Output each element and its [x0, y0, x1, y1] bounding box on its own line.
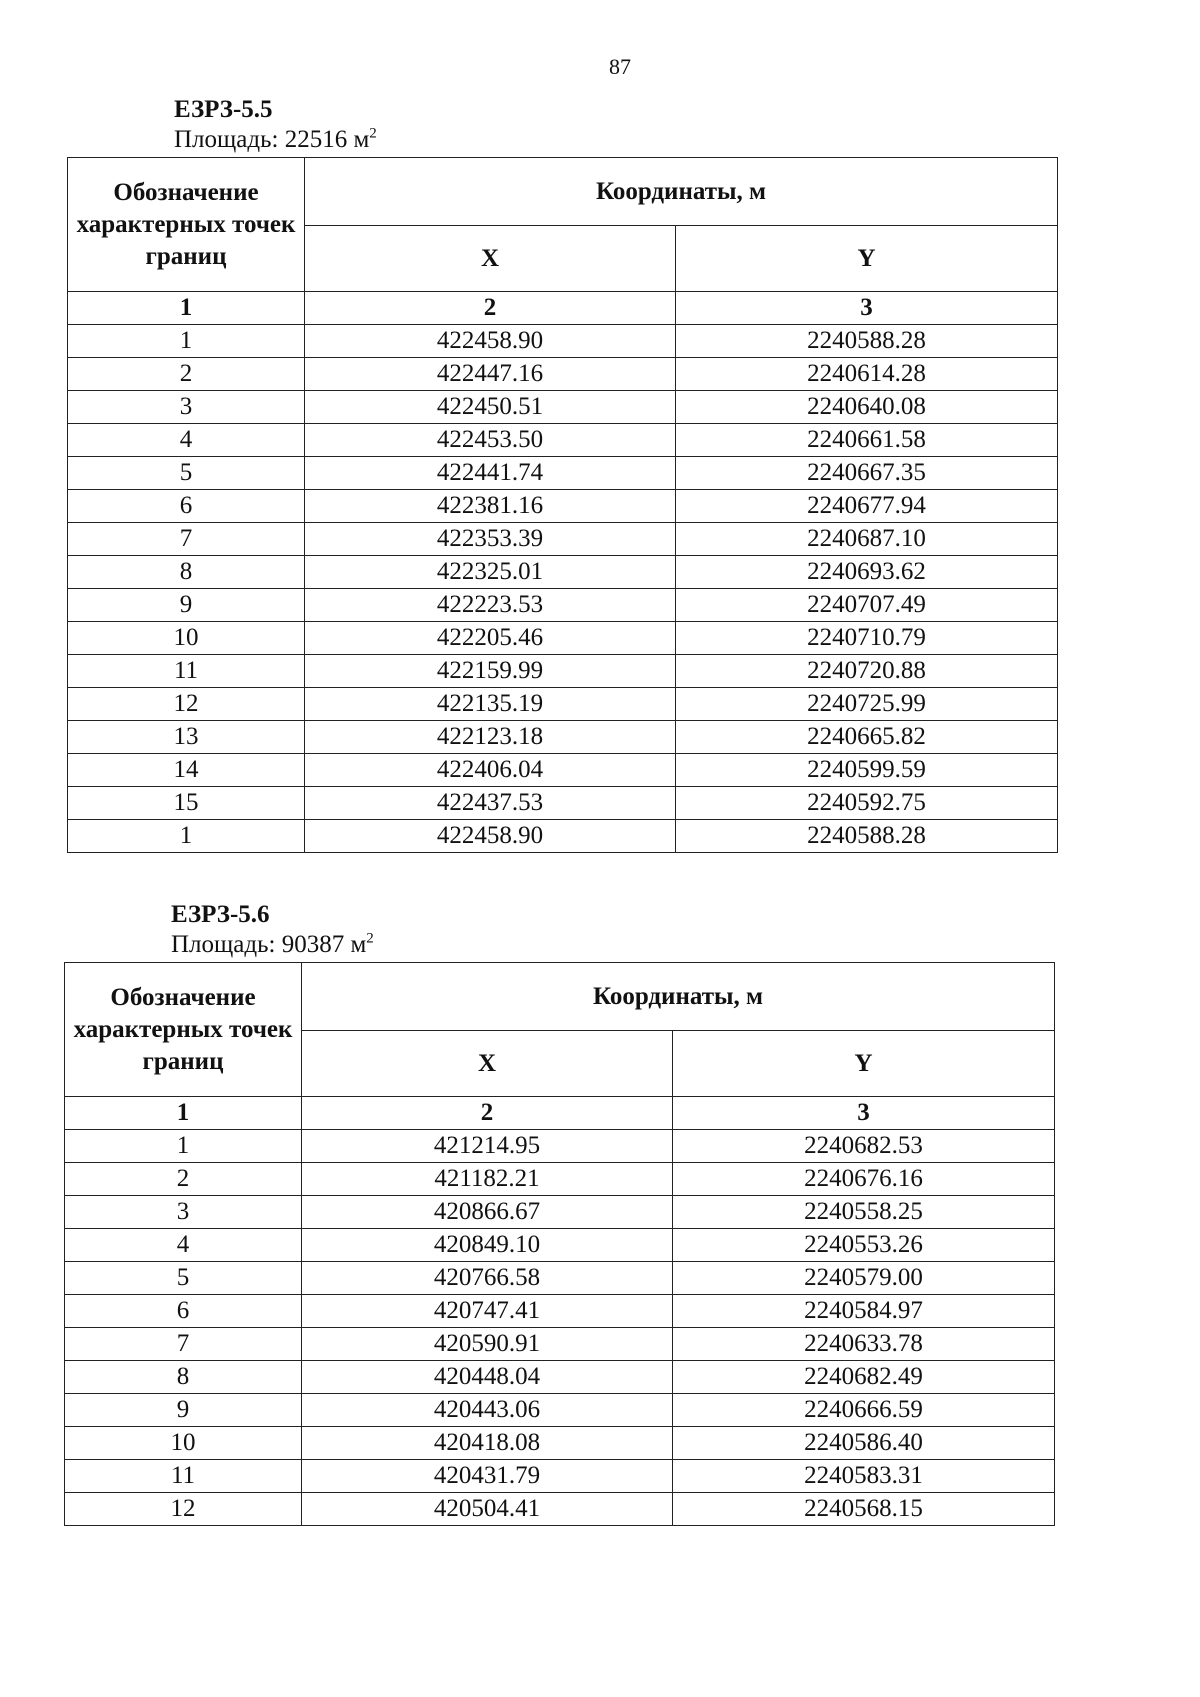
- table-row: [68, 754, 1058, 787]
- page-number: 87: [609, 54, 631, 79]
- x-coordinate-cell: 422205.46: [305, 622, 676, 655]
- x-coordinate-cell: 420443.06: [302, 1394, 673, 1427]
- point-number-cell: 2: [65, 1163, 302, 1196]
- table-row: [68, 457, 1058, 490]
- point-number-cell: 14: [68, 754, 305, 787]
- point-number-cell: 1: [65, 1130, 302, 1163]
- table-row: [68, 325, 1058, 358]
- y-header: Y: [676, 226, 1058, 292]
- point-number-cell: 9: [65, 1394, 302, 1427]
- x-coordinate-cell: 420504.41: [302, 1493, 673, 1526]
- table-row: [65, 1229, 1055, 1262]
- y-coordinate-cell: 2240599.59: [676, 754, 1058, 787]
- y-coordinate-cell: 2240640.08: [676, 391, 1058, 424]
- point-number-cell: 7: [65, 1328, 302, 1361]
- point-number-cell: 6: [65, 1295, 302, 1328]
- x-coordinate-cell: 422123.18: [305, 721, 676, 754]
- x-header: X: [302, 1031, 673, 1097]
- table-row: [65, 1130, 1055, 1163]
- y-coordinate-cell: 2240579.00: [673, 1262, 1055, 1295]
- point-number-cell: 9: [68, 589, 305, 622]
- table-row: [68, 787, 1058, 820]
- point-number-cell: 5: [65, 1262, 302, 1295]
- x-coordinate-cell: 422325.01: [305, 556, 676, 589]
- coordinates-table: [64, 962, 1055, 1526]
- x-coordinate-cell: 420448.04: [302, 1361, 673, 1394]
- y-coordinate-cell: 2240583.31: [673, 1460, 1055, 1493]
- table-row: [65, 1460, 1055, 1493]
- area-line: [174, 125, 1058, 155]
- y-coordinate-cell: 2240676.16: [673, 1163, 1055, 1196]
- area-label: Площадь: 22516 м: [174, 126, 370, 153]
- x-coordinate-cell: 420418.08: [302, 1427, 673, 1460]
- x-coordinate-cell: 422353.39: [305, 523, 676, 556]
- x-coordinate-cell: 422135.19: [305, 688, 676, 721]
- y-coordinate-cell: 2240687.10: [676, 523, 1058, 556]
- y-coordinate-cell: 2240667.35: [676, 457, 1058, 490]
- point-number-cell: 11: [65, 1460, 302, 1493]
- table-row: [68, 820, 1058, 853]
- table-row: [68, 424, 1058, 457]
- y-coordinate-cell: 2240588.28: [676, 820, 1058, 853]
- point-number-cell: 12: [65, 1493, 302, 1526]
- table-row: [65, 1262, 1055, 1295]
- column-number-3: 3: [673, 1097, 1055, 1130]
- x-coordinate-cell: 420747.41: [302, 1295, 673, 1328]
- y-coordinate-cell: 2240666.59: [673, 1394, 1055, 1427]
- table-row: [68, 589, 1058, 622]
- x-coordinate-cell: 420431.79: [302, 1460, 673, 1493]
- y-coordinate-cell: 2240558.25: [673, 1196, 1055, 1229]
- point-number-cell: 10: [65, 1427, 302, 1460]
- point-number-cell: 7: [68, 523, 305, 556]
- x-coordinate-cell: 422437.53: [305, 787, 676, 820]
- y-coordinate-cell: 2240592.75: [676, 787, 1058, 820]
- table-row: [68, 688, 1058, 721]
- area-superscript: 2: [366, 930, 374, 947]
- y-coordinate-cell: 2240720.88: [676, 655, 1058, 688]
- column-number-1: 1: [65, 1097, 302, 1130]
- coordinates-table: [67, 157, 1058, 853]
- table-row: [68, 391, 1058, 424]
- x-coordinate-cell: 420766.58: [302, 1262, 673, 1295]
- points-header: Обозначение характерных точек границ: [65, 963, 302, 1097]
- point-number-cell: 4: [65, 1229, 302, 1262]
- point-number-cell: 15: [68, 787, 305, 820]
- table-row: [65, 1163, 1055, 1196]
- section-ezrz-5-6: [64, 900, 1055, 1526]
- section-title: ЕЗРЗ-5.6: [171, 901, 270, 928]
- points-header: Обозначение характерных точек границ: [68, 158, 305, 292]
- point-number-cell: 2: [68, 358, 305, 391]
- y-coordinate-cell: 2240725.99: [676, 688, 1058, 721]
- table-row: [65, 1427, 1055, 1460]
- y-coordinate-cell: 2240707.49: [676, 589, 1058, 622]
- area-label: Площадь: 90387 м: [171, 931, 367, 958]
- table-row: [65, 1295, 1055, 1328]
- table-row: [68, 490, 1058, 523]
- column-number-3: 3: [676, 292, 1058, 325]
- coordinates-header: Координаты, м: [305, 158, 1058, 226]
- table-row: [68, 556, 1058, 589]
- y-coordinate-cell: 2240682.49: [673, 1361, 1055, 1394]
- x-coordinate-cell: 422441.74: [305, 457, 676, 490]
- y-coordinate-cell: 2240710.79: [676, 622, 1058, 655]
- x-coordinate-cell: 422406.04: [305, 754, 676, 787]
- x-coordinate-cell: 421182.21: [302, 1163, 673, 1196]
- point-number-cell: 1: [68, 820, 305, 853]
- x-coordinate-cell: 422223.53: [305, 589, 676, 622]
- table-row: [68, 523, 1058, 556]
- x-coordinate-cell: 420590.91: [302, 1328, 673, 1361]
- y-coordinate-cell: 2240682.53: [673, 1130, 1055, 1163]
- column-number-2: 2: [305, 292, 676, 325]
- y-coordinate-cell: 2240693.62: [676, 556, 1058, 589]
- section-title: ЕЗРЗ-5.5: [174, 96, 273, 123]
- table-row: [65, 1394, 1055, 1427]
- x-coordinate-cell: 422458.90: [305, 325, 676, 358]
- point-number-cell: 13: [68, 721, 305, 754]
- column-number-1: 1: [68, 292, 305, 325]
- point-number-cell: 4: [68, 424, 305, 457]
- column-number-2: 2: [302, 1097, 673, 1130]
- y-header: Y: [673, 1031, 1055, 1097]
- coordinates-header: Координаты, м: [302, 963, 1055, 1031]
- x-coordinate-cell: 422159.99: [305, 655, 676, 688]
- point-number-cell: 3: [65, 1196, 302, 1229]
- x-coordinate-cell: 420866.67: [302, 1196, 673, 1229]
- table-row: [68, 655, 1058, 688]
- x-coordinate-cell: 422458.90: [305, 820, 676, 853]
- y-coordinate-cell: 2240633.78: [673, 1328, 1055, 1361]
- section-ezrz-5-5: [67, 95, 1058, 853]
- x-coordinate-cell: 422381.16: [305, 490, 676, 523]
- point-number-cell: 10: [68, 622, 305, 655]
- point-number-cell: 5: [68, 457, 305, 490]
- area-line: [171, 930, 1055, 960]
- table-body: [65, 1130, 1055, 1526]
- x-header: X: [305, 226, 676, 292]
- point-number-cell: 12: [68, 688, 305, 721]
- area-superscript: 2: [369, 125, 377, 142]
- table-row: [65, 1493, 1055, 1526]
- x-coordinate-cell: 422453.50: [305, 424, 676, 457]
- point-number-cell: 6: [68, 490, 305, 523]
- table-body: [68, 325, 1058, 853]
- table-row: [65, 1196, 1055, 1229]
- table-row: [65, 1361, 1055, 1394]
- y-coordinate-cell: 2240614.28: [676, 358, 1058, 391]
- table-row: [65, 1328, 1055, 1361]
- point-number-cell: 8: [65, 1361, 302, 1394]
- point-number-cell: 3: [68, 391, 305, 424]
- x-coordinate-cell: 420849.10: [302, 1229, 673, 1262]
- x-coordinate-cell: 422447.16: [305, 358, 676, 391]
- y-coordinate-cell: 2240568.15: [673, 1493, 1055, 1526]
- x-coordinate-cell: 422450.51: [305, 391, 676, 424]
- y-coordinate-cell: 2240553.26: [673, 1229, 1055, 1262]
- table-row: [68, 358, 1058, 391]
- y-coordinate-cell: 2240586.40: [673, 1427, 1055, 1460]
- y-coordinate-cell: 2240677.94: [676, 490, 1058, 523]
- y-coordinate-cell: 2240661.58: [676, 424, 1058, 457]
- table-row: [68, 622, 1058, 655]
- point-number-cell: 11: [68, 655, 305, 688]
- point-number-cell: 1: [68, 325, 305, 358]
- table-row: [68, 721, 1058, 754]
- y-coordinate-cell: 2240665.82: [676, 721, 1058, 754]
- y-coordinate-cell: 2240588.28: [676, 325, 1058, 358]
- y-coordinate-cell: 2240584.97: [673, 1295, 1055, 1328]
- point-number-cell: 8: [68, 556, 305, 589]
- x-coordinate-cell: 421214.95: [302, 1130, 673, 1163]
